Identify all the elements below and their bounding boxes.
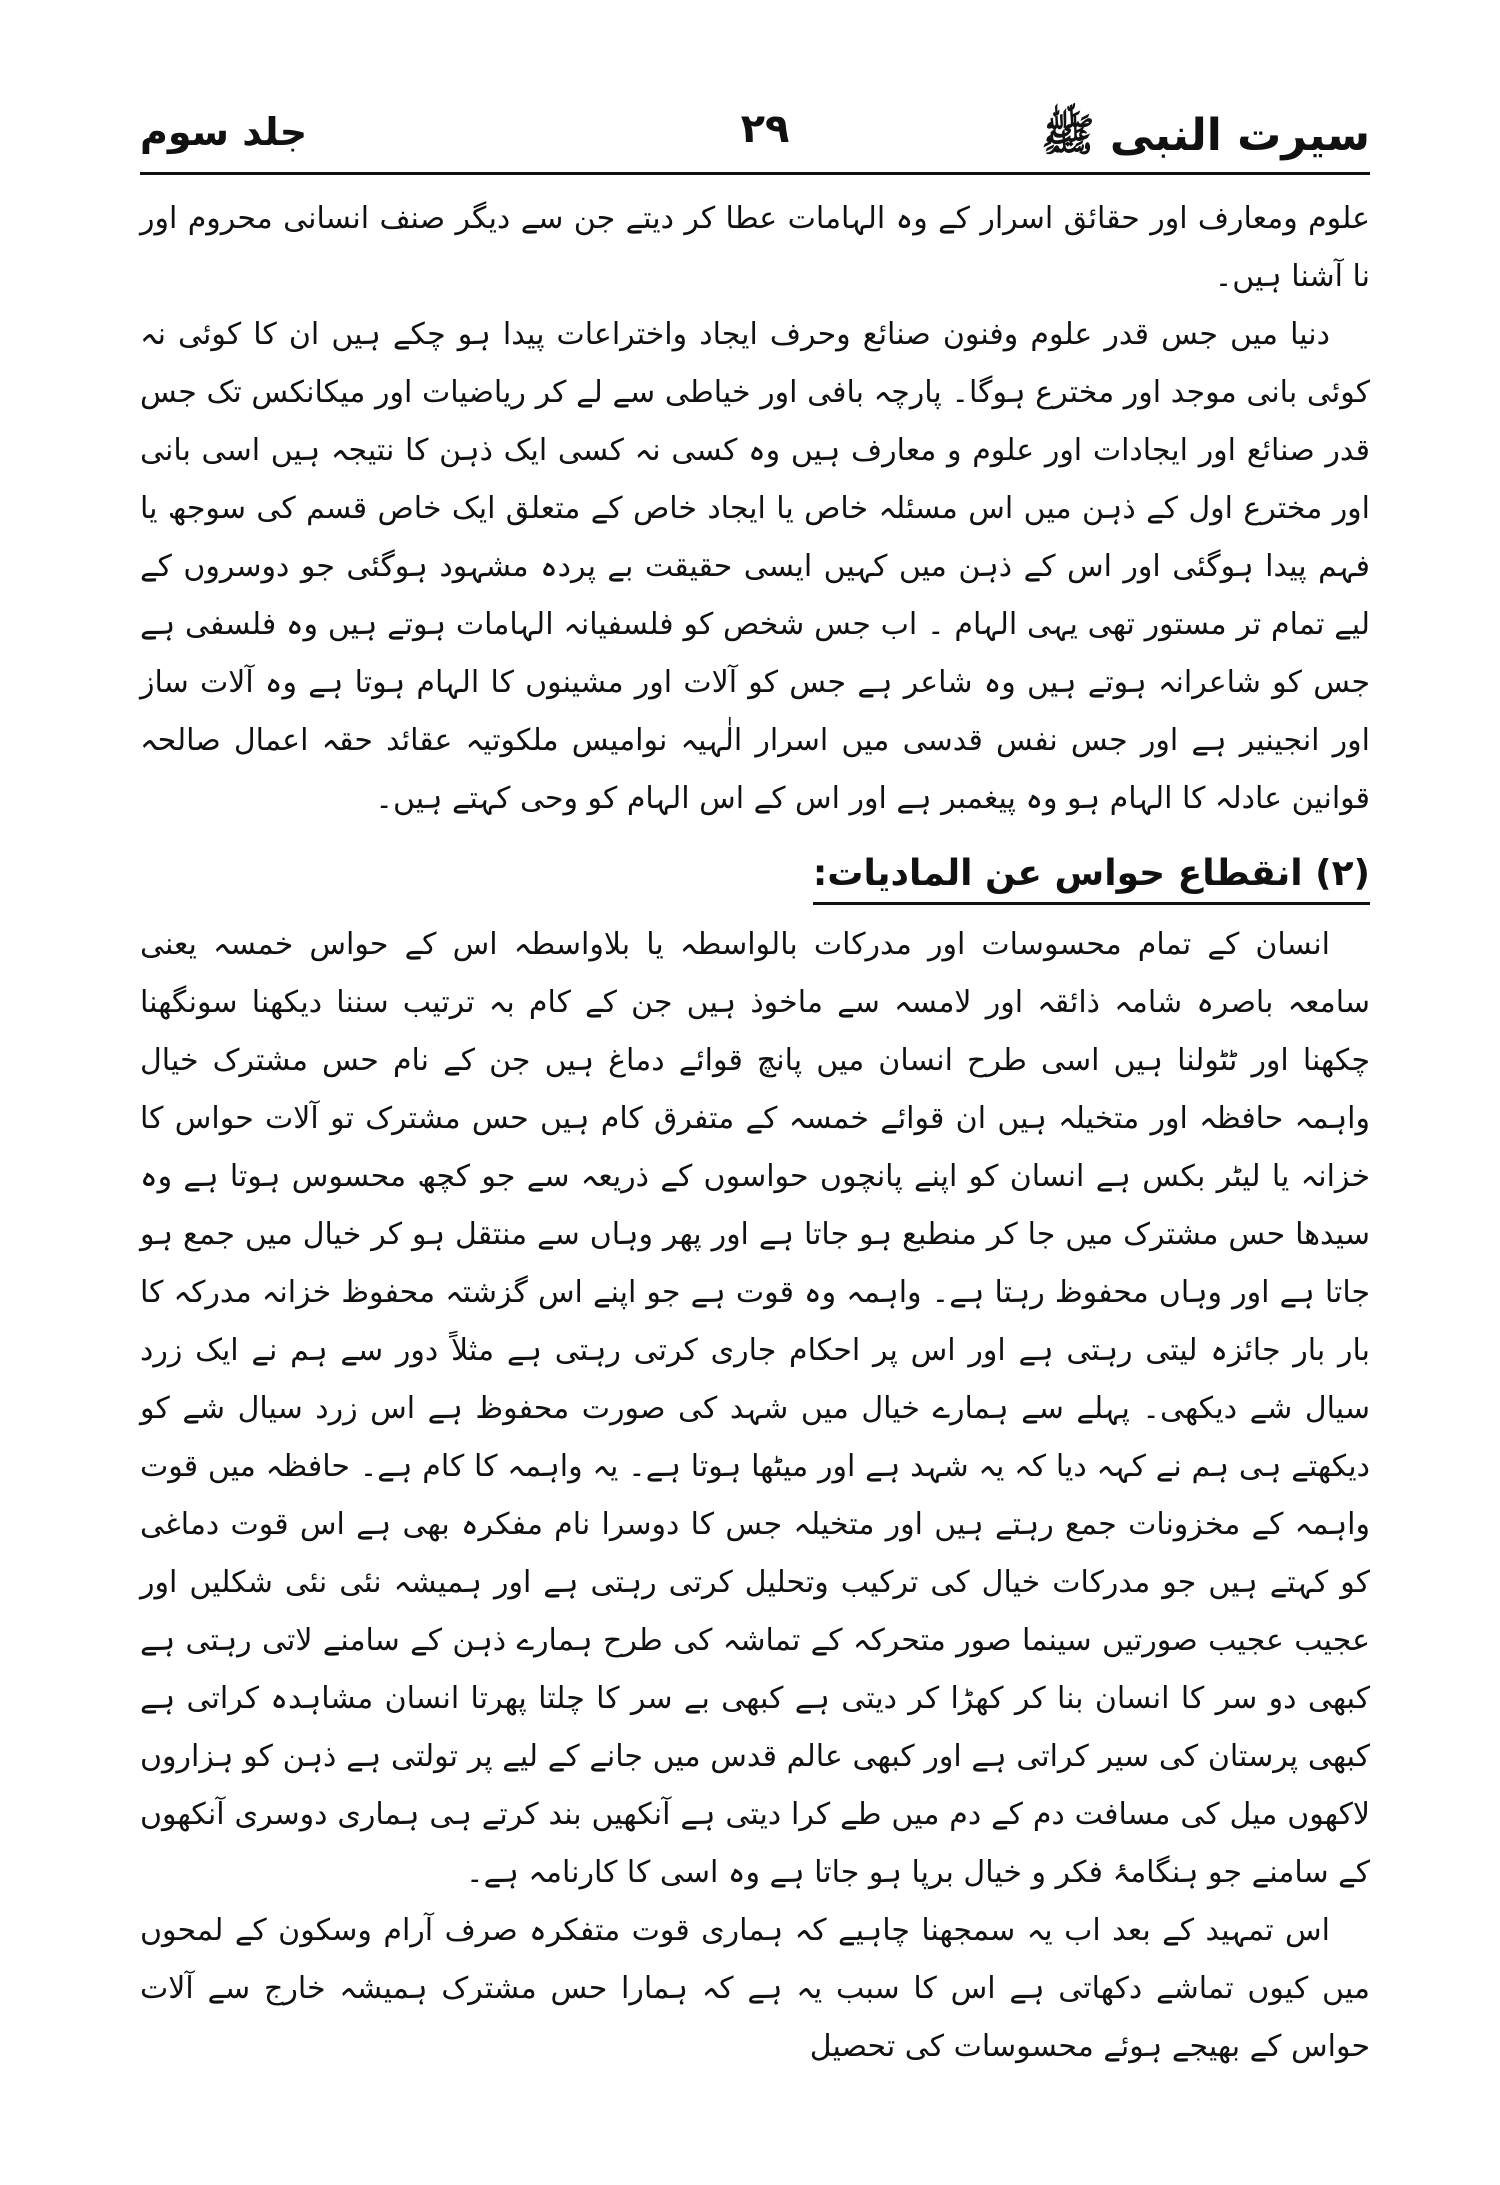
page-body [140,190,1370,2076]
paragraph-4: اس تمہید کے بعد اب یہ سمجھنا چاہیے کہ ہماری قوت متفکرہ صرف آرام وسکون کے لمحوں میں کیوں تماشے دکھاتی ہے اس کا سبب یہ ہے کہ ہمارا حس مشترک ہمیشہ خارج سے آلات حواس کے بھیجے ہوئے محسوسات کی تحصیل [140,1913,1370,2064]
book-title: سیرت النبی ﷺ [1041,110,1370,161]
page-header [140,100,1370,180]
volume-label: جلد سوم [140,110,308,154]
paragraph-1: علوم ومعارف اور حقائق اسرار کے وہ الہامات عطا کر دیتے جن سے دیگر صنف انسانی محروم اور نا آشنا ہیں۔ [140,201,1370,294]
paragraph-2: دنیا میں جس قدر علوم وفنون صنائع وحرف ایجاد واختراعات پیدا ہو چکے ہیں ان کا کوئی نہ کوئی بانی موجد اور مخترع ہوگا۔ پارچہ بافی اور خیاطی سے لے کر ریاضیات اور میکانکس تک جس قدر صنائع اور ایجادات اور علوم و معارف ہیں وہ کسی نہ کسی ایک ذہن کا نتیجہ ہیں اسی بانی اور مخترع اول کے ذہن میں اس مسئلہ خاص یا ایجاد خاص کے متعلق ایک خاص قسم کی سوجھ یا فہم پیدا ہوگئی اور اس کے ذہن میں کہیں ایسی حقیقت بے پردہ مشہود ہوگئی جو دوسروں کے لیے تمام تر مستور تھی یہی الہام ۔ اب جس شخص کو فلسفیانہ الہامات ہوتے ہیں وہ فلسفی ہے جس کو شاعرانہ ہوتے ہیں وہ شاعر ہے جس کو آلات اور مشینوں کا الہام ہوتا ہے وہ آلات ساز اور انجینیر ہے اور جس نفس قدسی میں اسرار الٰہیہ نوامیس ملکوتیہ عقائد حقہ اعمال صالحہ قوانین عادلہ کا الہام ہو وہ پیغمبر ہے اور اس کے اس الہام کو وحی کہتے ہیں۔ [140,317,1370,816]
paragraph-3: انسان کے تمام محسوسات اور مدرکات بالواسطہ یا بلاواسطہ اس کے حواس خمسہ یعنی سامعہ باصرہ شامہ ذائقہ اور لامسہ سے ماخوذ ہیں جن کے کام بہ ترتیب سننا دیکھنا سونگھنا چکھنا اور ٹٹولنا ہیں اسی طرح انسان میں پانچ قوائے دماغ ہیں جن کے نام حس مشترک خیال واہمہ حافظہ اور متخیلہ ہیں ان قوائے خمسہ کے متفرق کام ہیں حس مشترک تو آلات حواس کا خزانہ یا لیٹر بکس ہے انسان کو اپنے پانچوں حواسوں کے ذریعہ سے جو کچھ محسوس ہوتا ہے وہ سیدھا حس مشترک میں جا کر منطبع ہو جاتا ہے اور پھر وہاں سے منتقل ہو کر خیال میں جمع ہو جاتا ہے اور وہاں محفوظ رہتا ہے۔ واہمہ وہ قوت ہے جو اپنے اس گزشتہ محفوظ خزانہ مدرکہ کا بار بار جائزہ لیتی رہتی ہے اور اس پر احکام جاری کرتی رہتی ہے مثلاً دور سے ہم نے ایک زرد سیال شے دیکھی۔ پہلے سے ہمارے خیال میں شہد کی صورت محفوظ ہے اس زرد سیال شے کو دیکھتے ہی ہم نے کہہ دیا کہ یہ شہد ہے اور میٹھا ہوتا ہے۔ یہ واہمہ کا کام ہے۔ حافظہ میں قوت واہمہ کے مخزونات جمع رہتے ہیں اور متخیلہ جس کا دوسرا نام مفکرہ بھی ہے اس قوت دماغی کو کہتے ہیں جو مدرکات خیال کی ترکیب وتحلیل کرتی رہتی ہے اور ہمیشہ نئی نئی شکلیں اور عجیب عجیب صورتیں سینما صور متحرکہ کے تماشہ کی طرح ہمارے ذہن کے سامنے لاتی رہتی ہے کبھی دو سر کا انسان بنا کر کھڑا کر دیتی ہے کبھی بے سر کا چلتا پھرتا انسان مشاہدہ کراتی ہے کبھی پرستان کی سیر کراتی ہے اور کبھی عالم قدس میں جانے کے لیے پر تولتی ہے ذہن کو ہزاروں لاکھوں میل کی مسافت دم کے دم میں طے کرا دیتی ہے آنکھیں بند کرتے ہی ہماری دوسری آنکھوں کے سامنے جو ہنگامۂ فکر و خیال برپا ہو جاتا ہے وہ اسی کا کارنامہ ہے۔ [140,927,1370,1890]
page-number: ۲۹ [740,106,790,152]
section-heading-text: (۲) انقطاع حواس عن المادیات: [813,846,1370,905]
section-heading [140,842,1370,906]
header-divider [140,172,1370,175]
